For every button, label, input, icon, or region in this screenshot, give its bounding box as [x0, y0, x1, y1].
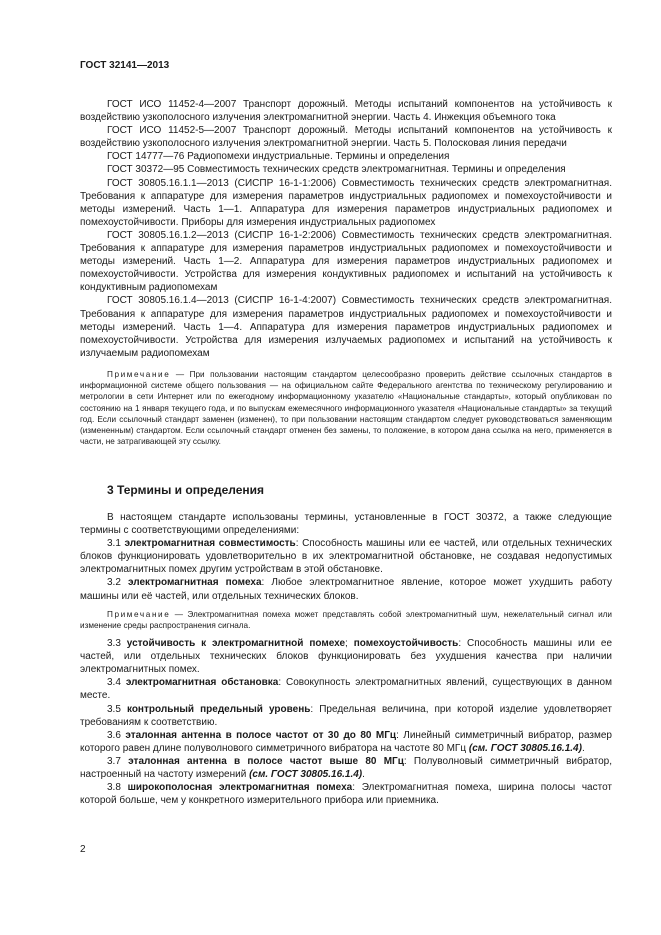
term-3-1 — [80, 537, 612, 576]
term-definition: : Совокупность электромагнитных явлений, существующих в данном месте. — [80, 677, 612, 702]
reference-item: ГОСТ 30805.16.1.1—2013 (СИСПР 16-1-1:2006) Совместимость технических средств электромагнитная. Требования к аппаратуре для измерения параметров индустриальных радиопомех и помехоустойчивости и методы измерений. Часть 1—1. Аппаратура для измерения параметров индустриальных радиопомех и помехоустойчивости. Приборы для измерения индустриальных радиопомех — [80, 177, 612, 228]
page-header: ГОСТ 32141—2013 — [80, 60, 170, 71]
note-term-3-2 — [80, 609, 612, 631]
term-3-3: 3.3 устойчивость к электромагнитной помехе; помехоустойчивость: Способность машины или ее частей, или отдельных технических блоков функционировать без ухудшения качества при наличии электромагнитных помех. — [80, 638, 612, 676]
note-label: Примечание — [107, 609, 171, 619]
term-3-5 — [80, 703, 612, 729]
term-definition: : Способность машины или ее частей, или отдельных технических блоков функционировать удовлетворительно в их электромагнитной обстановке, не создавая недопустимых электромагнитных помех другим устройствам в этой обстановке. — [80, 538, 612, 576]
term-reference: (см. ГОСТ 30805.16.1.4) — [468, 742, 582, 754]
term-3-7: 3.7 эталонная антенна в полосе частот выше 80 МГц: Полуволновый симметричный вибратор, настроенный на частоту измерений (см. ГОСТ 30805.16.1.4). — [80, 755, 613, 780]
reference-item: ГОСТ ИСО 11452-4—2007 Транспорт дорожный. Методы испытаний компонентов на устойчивость к воздействию узкополосного излучения электромагнитной энергии. Часть 4. Инжекция объемного тока — [80, 99, 612, 124]
term-name: электромагнитная совместимость — [124, 538, 296, 550]
term-name: контрольный предельный уровень — [126, 703, 311, 715]
term-number: 3.1 — [107, 538, 125, 550]
term-3-2 — [80, 576, 612, 602]
term-number: 3.8 — [107, 782, 128, 794]
term-name-alt: помехоустойчивость — [353, 638, 459, 650]
term-number: 3.4 — [107, 677, 126, 689]
note-text: — При пользовании настоящим стандартом целесообразно проверить действие ссылочных стандартов в информационной системе общего пользования — на официальном сайте Федерального агентства по техническому регулированию и метрологии в сети Интернет или по ежегодному информационному указателю «Национальные стандарты», который опубликован по состоянию на 1 января текущего года, и по выпускам ежемесячного информационного указателя «Национальные стандарты» за текущий год. Если ссылочный стандарт заменен (изменен), то при пользовании настоящим стандартом следует руководствоваться заменяющим (измененным) стандартом. Если ссылочный стандарт отменен без замены, то положение, в котором дана ссылка на него, применяется в части, не затрагивающей эту ссылку. — [80, 370, 612, 447]
term-number: 3.5 — [107, 703, 127, 715]
term-reference: (см. ГОСТ 30805.16.1.4) — [249, 769, 363, 780]
page-number: 2 — [80, 844, 86, 855]
term-name: эталонная антенна в полосе частот выше 80 МГц — [128, 755, 404, 767]
references-list — [80, 98, 612, 360]
terms-section — [80, 511, 612, 807]
term-number: 3.7 — [107, 755, 129, 767]
term-name: устойчивость к электромагнитной помехе — [126, 638, 346, 650]
term-name: электромагнитная обстановка — [125, 677, 279, 689]
note-label: Примечание — [107, 370, 171, 379]
term-name: эталонная антенна в полосе частот от 30 до 80 МГц — [125, 729, 397, 741]
term-number: 3.6 — [107, 729, 126, 741]
term-definition: : Полуволновый симметричный вибратор, настроенный на частоту измерений — [80, 755, 613, 780]
term-3-6: 3.6 эталонная антенна в полосе частот от 30 до 80 МГц: Линейный симметричный вибратор, размер которого равен длине полуволнового симметричного вибратора на частоте 80 МГц (см. ГОСТ 30805.16.1.4). — [80, 729, 612, 754]
term-number: 3.2 — [107, 577, 128, 589]
reference-item: ГОСТ ИСО 11452-5—2007 Транспорт дорожный. Методы испытаний компонентов на устойчивость к воздействию узкополосного излучения электромагнитной энергии. Часть 5. Полосковая линия передачи — [80, 125, 612, 150]
term-number: 3.3 — [107, 638, 127, 650]
term-3-4 — [80, 676, 612, 702]
term-name: электромагнитная помеха — [127, 577, 262, 589]
term-definition: : Предельная величина, при которой изделие удовлетворяет требованиям к соответствию. — [80, 703, 612, 728]
term-definition: : Линейный симметричный вибратор, размер которого равен длине полуволнового симметричного вибратора на частоте 80 МГц — [80, 729, 612, 754]
section-intro: В настоящем стандарте использованы термины, установленные в ГОСТ 30372, а также следующие термины с соответствующими определениями: — [80, 512, 612, 537]
term-name: широкополосная электромагнитная помеха — [127, 782, 353, 794]
term-3-8 — [80, 781, 612, 807]
section-title: 3 Термины и определения — [107, 483, 265, 497]
term-definition: : Способность машины или ее частей, или отдельных технических блоков функционировать без ухудшения качества при наличии электромагнитных помех. — [80, 638, 612, 676]
reference-item: ГОСТ 30372—95 Совместимость технических средств электромагнитная. Термины и определения — [107, 164, 566, 176]
reference-item: ГОСТ 30805.16.1.4—2013 (СИСПР 16-1-4:2007) Совместимость технических средств электромагнитная. Требования к аппаратуре для измерения параметров индустриальных радиопомех и помехоустойчивости и методы измерений. Часть 1—4. Аппаратура для измерения параметров индустриальных радиопомех и помехоустойчивости. Устройства для измерения излучаемых радиопомех и испытаний на устойчивость к излучаемым радиопомехам — [80, 295, 612, 359]
note-text: — Электромагнитная помеха может представлять собой электромагнитный шум, нежелательный сигнал или изменение среды распространения сигнала. — [80, 609, 612, 630]
reference-item: ГОСТ 30805.16.1.2—2013 (СИСПР 16-1-2:2006) Совместимость технических средств электромагнитная. Требования к аппаратуре для измерения параметров индустриальных радиопомех и помехоустойчивости и методы измерений. Часть 1—2. Аппаратура для измерения параметров индустриальных радиопомех и помехоустойчивости. Устройства для измерения кондуктивных радиопомех и испытаний на устойчивость к кондуктивным радиопомехам — [80, 229, 612, 294]
term-definition: : Любое электромагнитное явление, которое может ухудшить работу машины или её частей, или отдельных технических блоков. — [80, 577, 612, 602]
reference-item: ГОСТ 14777—76 Радиопомехи индустриальные. Термины и определения — [107, 151, 450, 163]
note-references — [80, 369, 612, 447]
term-definition: : Электромагнитная помеха, ширина полосы частот которой больше, чем у конкретного измерительного прибора или приемника. — [80, 782, 612, 807]
